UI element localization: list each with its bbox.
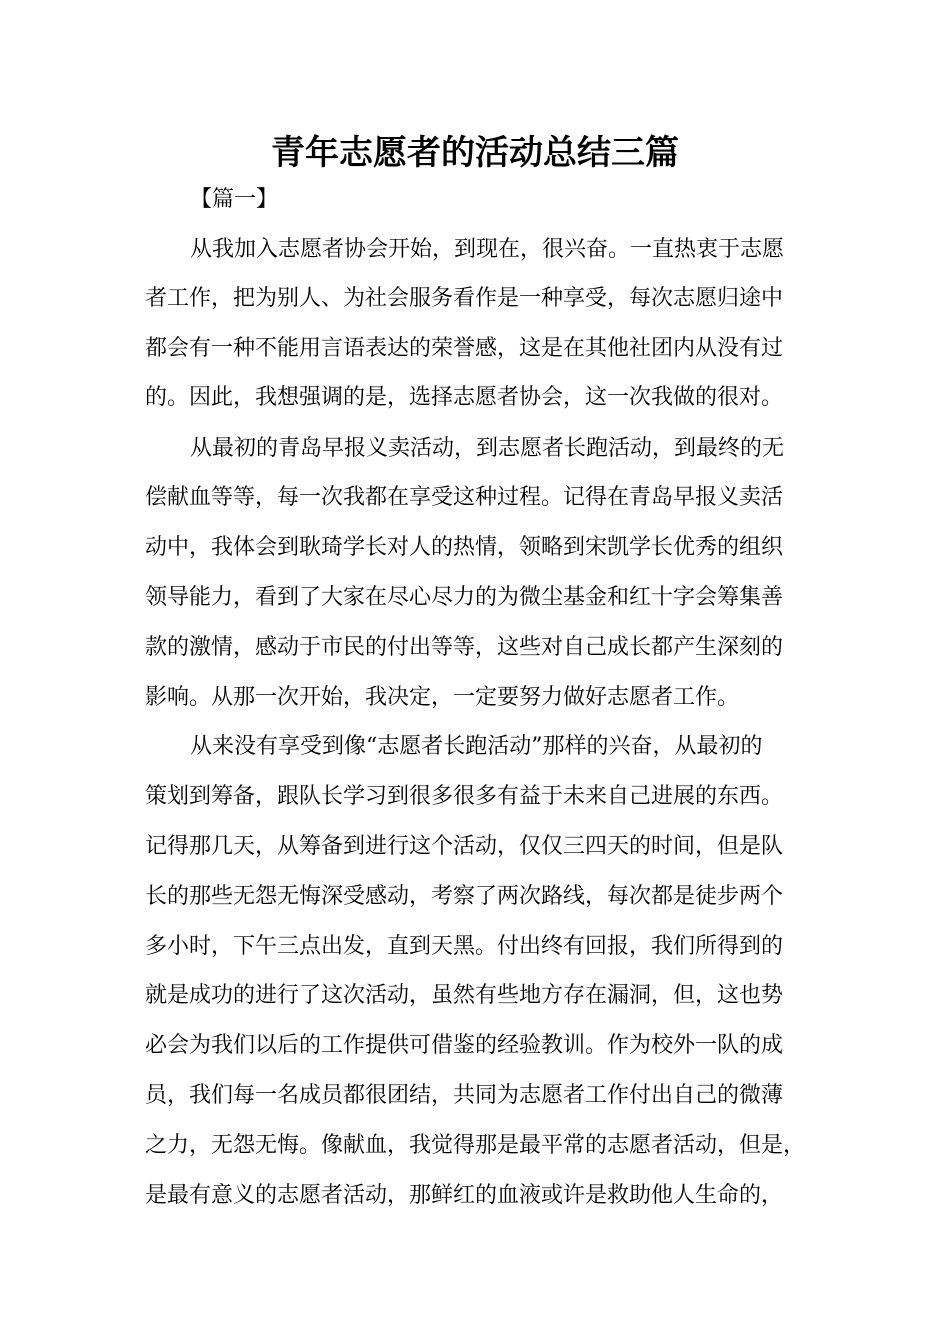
paragraph-line: 动中，我体会到耿琦学长对人的热情，领略到宋凯学长优秀的组织: [145, 535, 784, 560]
paragraph-line: 必会为我们以后的工作提供可借鉴的经验教训。作为校外一队的成: [145, 1033, 784, 1058]
paragraph-line: 从我加入志愿者协会开始，到现在，很兴奋。一直热衷于志愿: [190, 237, 785, 262]
paragraph-line: 影响。从那一次开始，我决定，一定要努力做好志愿者工作。: [145, 685, 740, 710]
paragraph-line: 长的那些无怨无悔深受感动，考察了两次路线，每次都是徒步两个: [145, 884, 784, 909]
paragraph-line: 款的激情，感动于市民的付出等等，这些对自己成长都产生深刻的: [145, 635, 784, 660]
paragraph-line: 多小时，下午三点出发，直到天黑。付出终有回报，我们所得到的: [145, 934, 784, 959]
paragraph-line: 之力，无怨无悔。像献血，我觉得那是最平常的志愿者活动，但是，: [145, 1133, 806, 1158]
paragraph-line: 是最有意义的志愿者活动，那鲜红的血液或许是救助他人生命的，: [145, 1183, 784, 1208]
paragraph-line: 者工作，把为别人、为社会服务看作是一种享受，每次志愿归途中: [145, 286, 784, 311]
paragraph-line: 都会有一种不能用言语表达的荣誉感，这是在其他社团内从没有过: [145, 336, 784, 361]
paragraph-line: 从来没有享受到像“志愿者长跑活动”那样的兴奋，从最初的: [190, 734, 763, 759]
paragraph-line: 员，我们每一名成员都很团结，共同为志愿者工作付出自己的微薄: [145, 1083, 784, 1108]
paragraph-line: 就是成功的进行了这次活动，虽然有些地方存在漏洞，但，这也势: [145, 983, 784, 1008]
paragraph-line: 领导能力，看到了大家在尽心尽力的为微尘基金和红十字会筹集善: [145, 585, 784, 610]
paragraph-line: 的。因此，我想强调的是，选择志愿者协会，这一次我做的很对。: [145, 385, 784, 410]
paragraph-line: 记得那几天，从筹备到进行这个活动，仅仅三四天的时间，但是队: [145, 834, 784, 859]
paragraph-line: 偿献血等等，每一次我都在享受这种过程。记得在青岛早报义卖活: [145, 485, 784, 510]
paragraph-line: 策划到筹备，跟队长学习到很多很多有益于未来自己进展的东西。: [145, 784, 784, 809]
paragraph-line: 从最初的青岛早报义卖活动，到志愿者长跑活动，到最终的无: [190, 436, 785, 461]
document-title: 青年志愿者的活动总结三篇: [271, 133, 679, 173]
section-label: 【篇一】: [190, 187, 279, 212]
